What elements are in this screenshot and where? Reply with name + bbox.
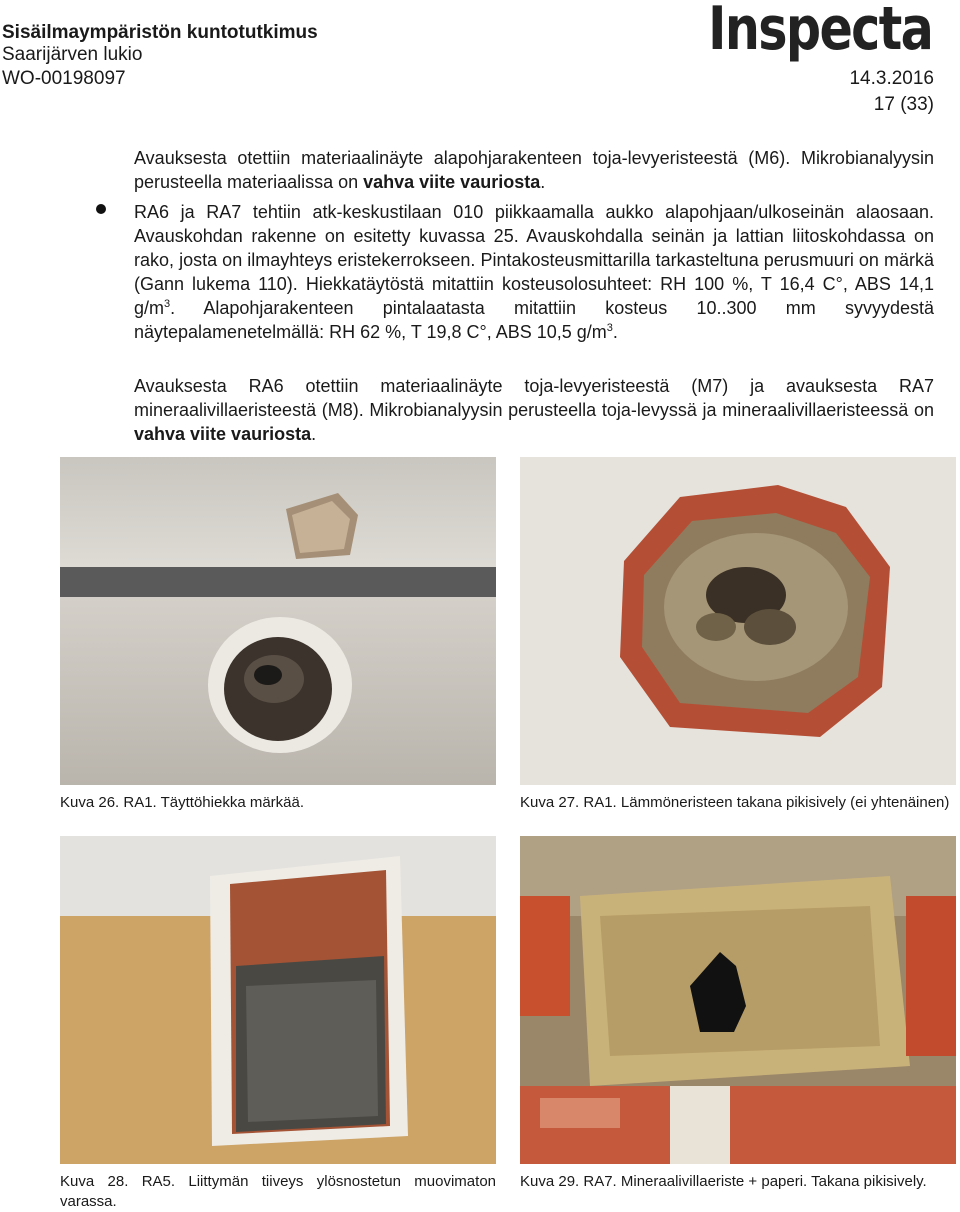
- bullet-icon: [96, 204, 106, 214]
- paragraph-samples: Avauksesta RA6 otettiin materiaalinäyte toja-levyeristeestä (M7) ja avauksesta RA7 mineraalivillaeristeestä (M8). Mikrobianalyysin perusteella toja-levyssä ja mineraalivillaeristeessä on vahva viite vauriosta.: [134, 376, 934, 444]
- page-number: 17 (33): [873, 94, 934, 115]
- report-title: Sisäilmaympäristön kuntotutkimus: [2, 22, 318, 43]
- document-date: 14.3.2016: [849, 68, 934, 89]
- document-number: WO-00198097: [2, 68, 126, 89]
- photo-ra1-insulation: [520, 457, 956, 785]
- paragraph-m6: Avauksesta otettiin materiaalinäyte alapohjarakenteen toja-levyeristeestä (M6). Mikrobianalyysin perusteella materiaalissa on vahva viite vauriosta.: [134, 148, 934, 192]
- caption-photo-26: Kuva 26. RA1. Täyttöhiekka märkää.: [60, 794, 305, 811]
- caption-photo-28: Kuva 28. RA5. Liittymän tiiveys ylösnostetun muovimaton varassa.: [60, 1173, 496, 1210]
- inspecta-logo: Inspecta: [708, 0, 932, 64]
- caption-photo-27: Kuva 27. RA1. Lämmöneristeen takana pikisively (ei yhtenäinen): [520, 794, 950, 811]
- caption-photo-29: Kuva 29. RA7. Mineraalivillaeriste + paperi. Takana pikisively.: [520, 1173, 927, 1190]
- paragraph-ra6-ra7: RA6 ja RA7 tehtiin atk-keskustilaan 010 piikkaamalla aukko alapohjaan/ulkoseinän alaosaan. Avauskohdan rakenne on esitetty kuvassa 25. Avauskohdalla seinän ja lattian liitoskohdassa on rako, josta on ilmayhteys eristekerrokseen. Pintakosteusmittarilla tarkasteltuna perusmuuri on märkä (Gann lukema 110). Hiekkatäytöstä mitattiin kosteusolosuhteet: RH 100 %, T 16,4 C°, ABS 14,1 $g/m^3$. Alapohjarakenteen pintalaatasta mitattiin kosteus 10..300 mm syvyydestä näytepalamenetelmällä: RH 62 %, T 19,8 C°, ABS 10,5 $g/m^3$.: [134, 202, 934, 342]
- photo-ra7-mineral-wool: [520, 836, 956, 1164]
- photo-ra1-wall-hole: [60, 457, 496, 785]
- photo-ra5-floor-joint: [60, 836, 496, 1164]
- school-name: Saarijärven lukio: [2, 44, 143, 65]
